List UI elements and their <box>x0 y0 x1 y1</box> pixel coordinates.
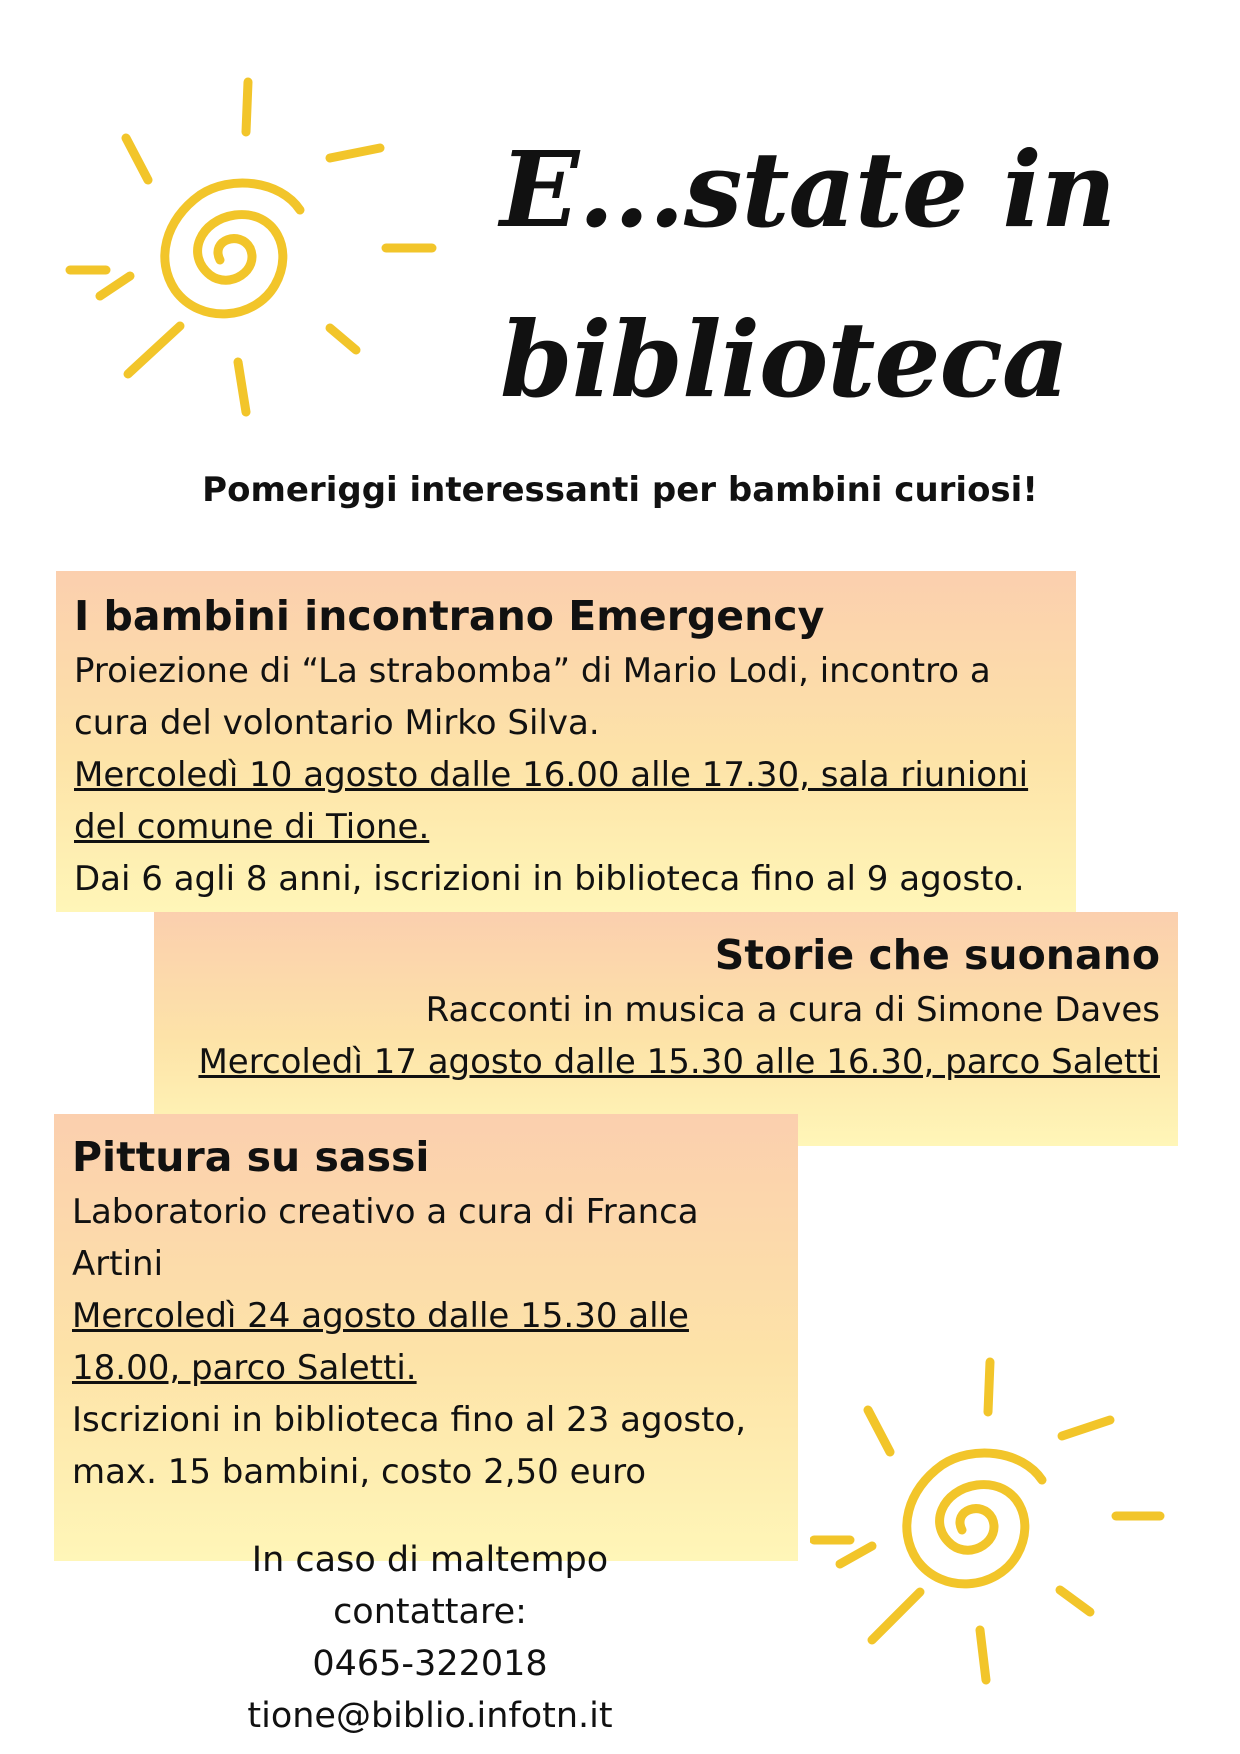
event-info: Dai 6 agli 8 anni, iscrizioni in biblioteca fino al 9 agosto. <box>74 859 1025 899</box>
event-description: Racconti in musica a cura di Simone Daves <box>425 990 1160 1030</box>
event-card-pittura <box>54 1114 798 1561</box>
event-title: Storie che suonano <box>714 931 1160 979</box>
event-datetime: Mercoledì 10 agosto dalle 16.00 alle 17.30, sala riunioni del comune di Tione. <box>74 755 1029 847</box>
event-description: Laboratorio creativo a cura di Franca Artini <box>72 1192 699 1284</box>
event-card-storie <box>154 912 1178 1146</box>
contact-block <box>160 1534 700 1742</box>
event-title: Pittura su sassi <box>72 1133 430 1181</box>
event-datetime: Mercoledì 24 agosto dalle 15.30 alle 18.00, parco Saletti. <box>72 1296 689 1388</box>
event-description: Proiezione di “La strabomba” di Mario Lodi, incontro a cura del volontario Mirko Silva. <box>74 651 991 743</box>
event-title: I bambini incontrano Emergency <box>74 592 825 640</box>
title-line-2: biblioteca <box>500 298 1069 421</box>
subtitle: Pomeriggi interessanti per bambini curiosi! <box>202 470 1038 510</box>
contact-label: In caso di maltempo contattare: <box>251 1540 609 1632</box>
event-info: Iscrizioni in biblioteca fino al 23 agosto, max. 15 bambini, costo 2,50 euro <box>72 1400 747 1492</box>
sun-icon-bottom <box>810 1350 1170 1700</box>
contact-email[interactable]: tione@biblio.infotn.it <box>247 1696 613 1736</box>
page-title <box>500 105 1200 445</box>
sun-icon-top <box>60 70 440 430</box>
contact-phone[interactable]: 0465-322018 <box>312 1644 548 1684</box>
title-line-1: E...state in <box>500 128 1116 251</box>
event-datetime: Mercoledì 17 agosto dalle 15.30 alle 16.30, parco Saletti <box>198 1042 1160 1082</box>
event-card-emergency <box>56 571 1076 912</box>
